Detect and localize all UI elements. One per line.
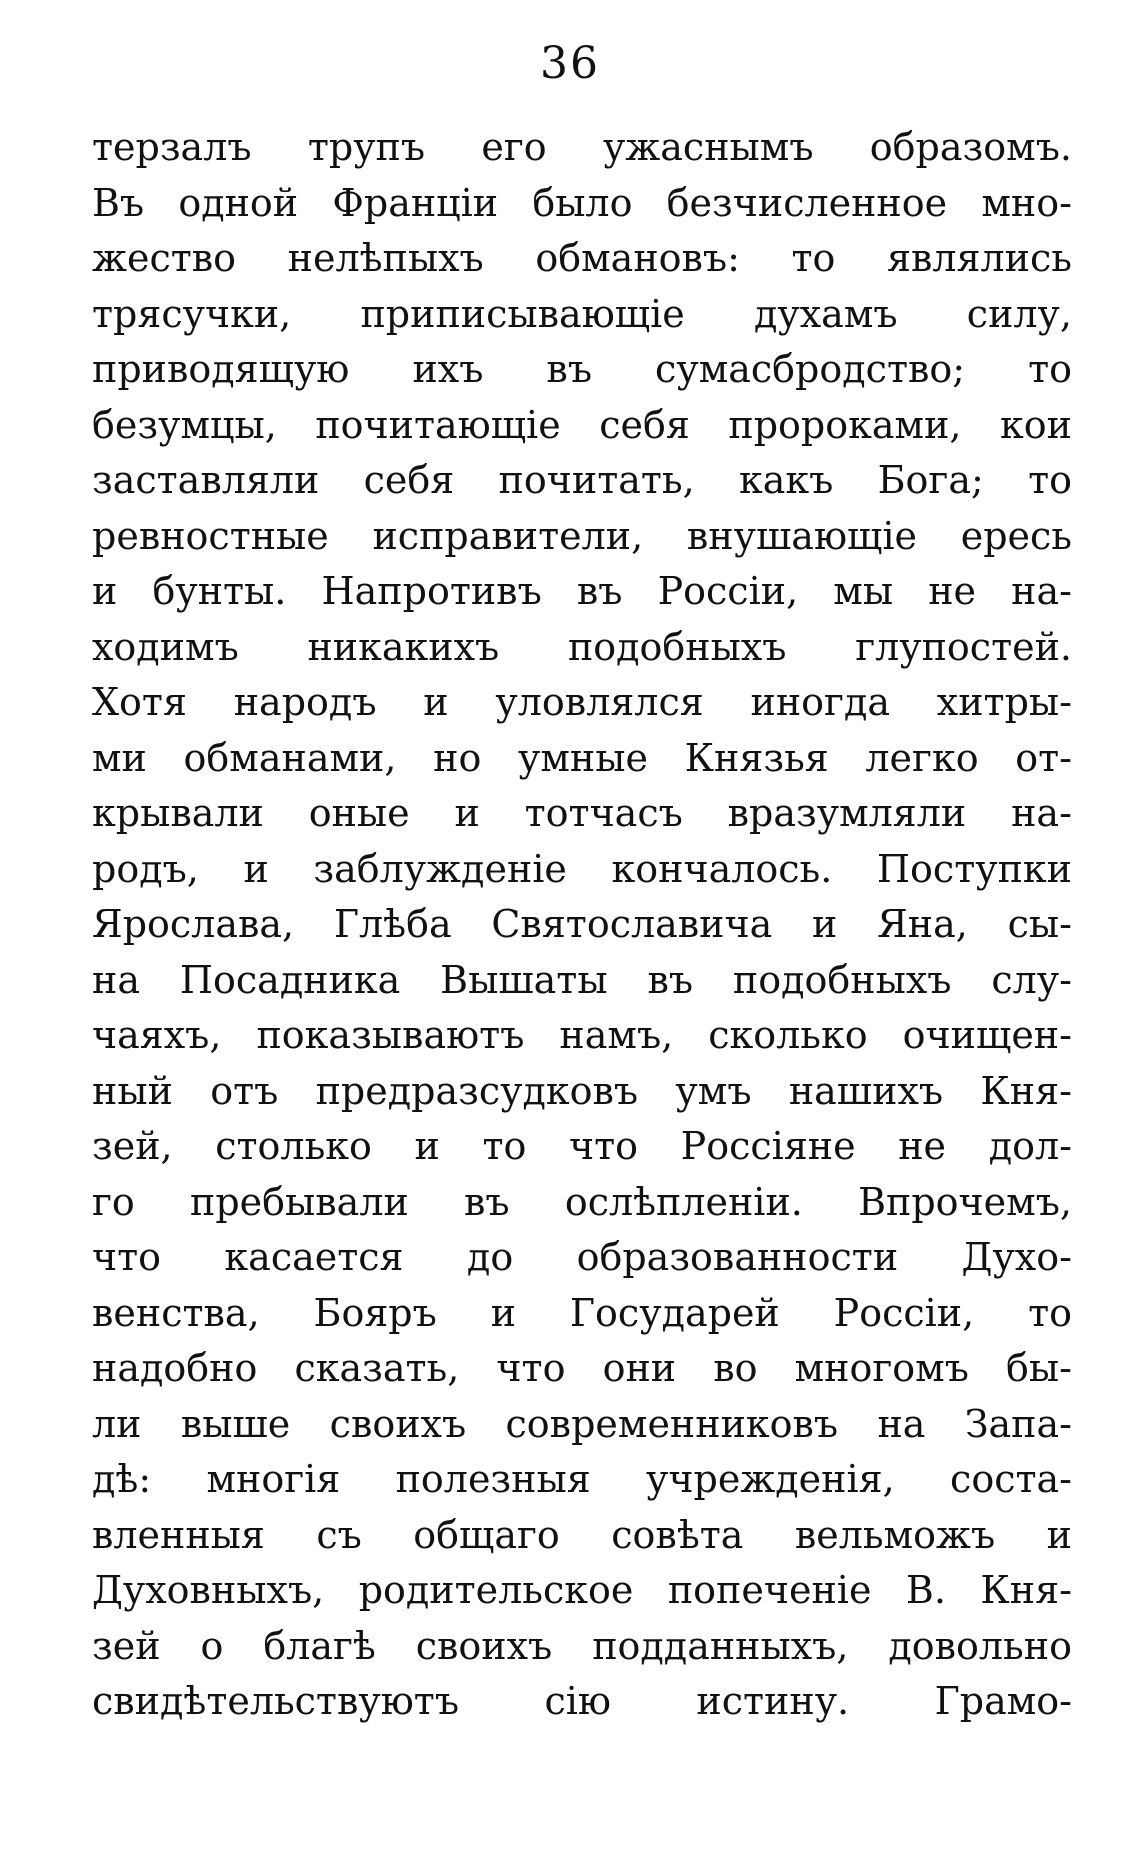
word: Кня- (980, 1568, 1072, 1612)
word: своихъ (329, 1401, 467, 1446)
text-line (92, 1230, 1072, 1286)
word: ный (92, 1068, 173, 1113)
word: легко (865, 735, 979, 780)
word: почитающіе (315, 402, 561, 447)
word: его (481, 125, 547, 169)
word: венства, (92, 1290, 260, 1335)
word: и (243, 846, 269, 891)
word: Духовныхъ, (92, 1568, 325, 1612)
word: въ (647, 957, 694, 1002)
word: что (496, 1346, 566, 1390)
word: и (454, 791, 480, 835)
word: очищен- (902, 1013, 1072, 1057)
text-line (92, 231, 1072, 287)
word: жество (92, 236, 237, 280)
word: сколько (708, 1013, 868, 1057)
word: Духо- (961, 1235, 1072, 1279)
word: иногда (750, 680, 890, 724)
word: то (1028, 458, 1072, 502)
word: вленныя (92, 1512, 265, 1557)
text-line (92, 398, 1072, 454)
word: въ (464, 1179, 510, 1224)
word: обманами, (183, 735, 397, 780)
word: на (92, 957, 140, 1002)
word: безчисленное (666, 180, 948, 225)
word: хитры- (936, 680, 1072, 724)
word: Яна, (877, 902, 968, 946)
word: было (532, 180, 633, 225)
word: исправители, (372, 513, 644, 558)
text-line (92, 1508, 1072, 1564)
word: Хотя (92, 680, 187, 724)
word: своихъ (415, 1623, 553, 1668)
word: умъ (675, 1068, 752, 1113)
word: Кня- (980, 1068, 1072, 1113)
text-line (92, 1341, 1072, 1397)
word: никакихъ (307, 624, 500, 669)
word: тотчасъ (524, 791, 683, 835)
word: оные (308, 791, 410, 835)
word: надобно (92, 1346, 258, 1390)
word: нашихъ (788, 1068, 944, 1113)
text-line (92, 176, 1072, 232)
word: трупъ (307, 125, 426, 169)
word: Запа- (964, 1401, 1072, 1446)
word: одной (178, 180, 299, 225)
word: на (877, 1401, 926, 1446)
text-line (92, 509, 1072, 565)
word: соста- (950, 1457, 1072, 1501)
word: ересь (960, 513, 1072, 558)
text-line (92, 1563, 1072, 1619)
word: выше (180, 1401, 291, 1446)
word: съ (316, 1512, 362, 1557)
word: Бояръ (313, 1290, 437, 1335)
word: благѣ (263, 1623, 376, 1668)
word: родъ, (92, 846, 199, 891)
word: вразумляли (727, 791, 967, 835)
word: себя (363, 458, 455, 502)
text-line (92, 897, 1072, 953)
word: зей, (92, 1124, 173, 1168)
word: на- (1011, 569, 1072, 613)
word: полезныя (395, 1457, 591, 1501)
word: многомъ (794, 1346, 969, 1390)
text-line (92, 120, 1072, 176)
word: обмановъ: (535, 236, 740, 280)
word: почитать, (498, 458, 695, 502)
text-line (92, 287, 1072, 343)
word: не (898, 1124, 947, 1168)
word: сію (544, 1679, 611, 1723)
text-line (92, 453, 1072, 509)
word: Глѣба (333, 902, 452, 946)
word: родительское (358, 1568, 634, 1612)
word: В. (905, 1568, 946, 1612)
word: внушающіе (686, 513, 918, 558)
text-line (92, 675, 1072, 731)
text-line (92, 731, 1072, 787)
word: не (928, 569, 977, 613)
word: пребывали (190, 1179, 409, 1224)
word: Святославича (491, 902, 773, 946)
word: предразсудковъ (315, 1068, 639, 1113)
word: касается (224, 1235, 404, 1279)
word: дѣ: (92, 1457, 152, 1501)
word: Ярослава, (92, 902, 295, 946)
word: Государей (569, 1290, 780, 1335)
text-line (92, 1452, 1072, 1508)
word: что (92, 1235, 162, 1279)
text-line (92, 953, 1072, 1009)
word: зей (92, 1623, 161, 1668)
word: свидѣтельствуютъ (92, 1679, 459, 1723)
word: сы- (1007, 902, 1072, 946)
word: подобныхъ (732, 957, 952, 1002)
text-line (92, 1008, 1072, 1064)
word: го (92, 1179, 135, 1224)
word: то (791, 236, 836, 280)
word: Вышаты (440, 957, 608, 1002)
word: до (466, 1235, 514, 1279)
word: въ (576, 569, 623, 613)
page-number: 36 (540, 38, 600, 89)
word: чаяхъ, (92, 1013, 222, 1057)
word: приписывающіе (360, 291, 685, 336)
word: слу- (991, 957, 1072, 1002)
word: отъ (210, 1068, 279, 1113)
word: ревностные (92, 513, 329, 558)
word: и (92, 569, 118, 613)
word: ми (92, 735, 147, 780)
word: бунты. (152, 569, 287, 613)
word: силу, (966, 291, 1072, 336)
word: образомъ. (869, 125, 1072, 169)
word: подобныхъ (567, 624, 787, 669)
word: на- (1011, 791, 1072, 835)
word: кои (1000, 402, 1072, 447)
word: ли (92, 1401, 142, 1446)
word: о (200, 1623, 224, 1668)
word: и (423, 680, 449, 724)
word: то (1028, 1290, 1072, 1335)
word: заставляли (92, 458, 320, 502)
word: духамъ (753, 291, 898, 336)
word: сказать, (294, 1346, 460, 1390)
word: Россіи, (657, 569, 799, 613)
word: намъ, (559, 1013, 674, 1057)
word: уловлялся (495, 680, 704, 724)
word: подданныхъ, (592, 1623, 849, 1668)
word: попеченіе (667, 1568, 872, 1612)
word: они (602, 1346, 677, 1390)
word: кончалось. (611, 846, 833, 891)
text-line (92, 1064, 1072, 1120)
word: Посадника (179, 957, 401, 1002)
text-line (92, 342, 1072, 398)
word: истину. (696, 1679, 850, 1723)
text-line (92, 620, 1072, 676)
word: от- (1015, 735, 1072, 780)
word: и (1046, 1512, 1072, 1557)
word: Впрочемъ, (858, 1179, 1072, 1224)
word: учрежденія, (646, 1457, 895, 1501)
word: общаго (413, 1512, 560, 1557)
word: совѣта (611, 1512, 744, 1557)
word: современниковъ (505, 1401, 839, 1446)
text-line (92, 1619, 1072, 1675)
word: народъ (233, 680, 377, 724)
word: что (569, 1124, 639, 1168)
word: Грамо- (934, 1679, 1072, 1723)
word: мы (833, 569, 894, 613)
word: довольно (888, 1623, 1072, 1668)
word: мно- (981, 180, 1072, 225)
text-line (92, 1286, 1072, 1342)
word: нелѣпыхъ (287, 236, 484, 280)
word: во (713, 1346, 758, 1390)
word: то (1028, 347, 1072, 391)
word: умные (518, 735, 648, 780)
word: безумцы, (92, 402, 277, 447)
word: многія (206, 1457, 341, 1501)
word: терзалъ (92, 125, 252, 169)
text-line (92, 564, 1072, 620)
word: ходимъ (92, 624, 239, 669)
text-line (92, 1175, 1072, 1231)
word: Россіяне (680, 1124, 856, 1168)
word: вельможъ (794, 1512, 996, 1557)
word: какъ (738, 458, 834, 502)
word: ужаснымъ (602, 125, 814, 169)
word: столько (215, 1124, 372, 1168)
word: въ (546, 347, 592, 391)
body-text (92, 120, 1072, 1730)
word: приводящую (92, 347, 350, 391)
word: и (812, 902, 838, 946)
word: сумасбродство; (655, 347, 966, 391)
text-line (92, 842, 1072, 898)
word: и (490, 1290, 517, 1335)
word: пророками, (728, 402, 962, 447)
text-line (92, 1674, 1072, 1730)
word: образованности (576, 1235, 899, 1279)
word: и (414, 1124, 440, 1168)
word: являлись (887, 236, 1072, 280)
text-line (92, 1397, 1072, 1453)
word: крывали (92, 791, 264, 835)
word: Россіи, (833, 1290, 975, 1335)
word: себя (599, 402, 690, 447)
word: то (482, 1124, 527, 1168)
word: Франціи (332, 180, 499, 225)
word: Поступки (876, 846, 1072, 891)
word: Въ (92, 180, 145, 225)
word: дол- (988, 1124, 1072, 1168)
word: Бога; (877, 458, 984, 502)
word: трясучки, (92, 291, 292, 336)
word: глупостей. (855, 624, 1072, 669)
word: но (433, 735, 482, 780)
word: показываютъ (256, 1013, 525, 1057)
word: ослѣпленіи. (564, 1179, 803, 1224)
text-line (92, 1119, 1072, 1175)
word: бы- (1006, 1346, 1072, 1390)
word: Напротивъ (321, 569, 542, 613)
word: заблужденіе (313, 846, 567, 891)
text-line (92, 786, 1072, 842)
word: Князья (684, 735, 829, 780)
word: ихъ (412, 347, 484, 391)
